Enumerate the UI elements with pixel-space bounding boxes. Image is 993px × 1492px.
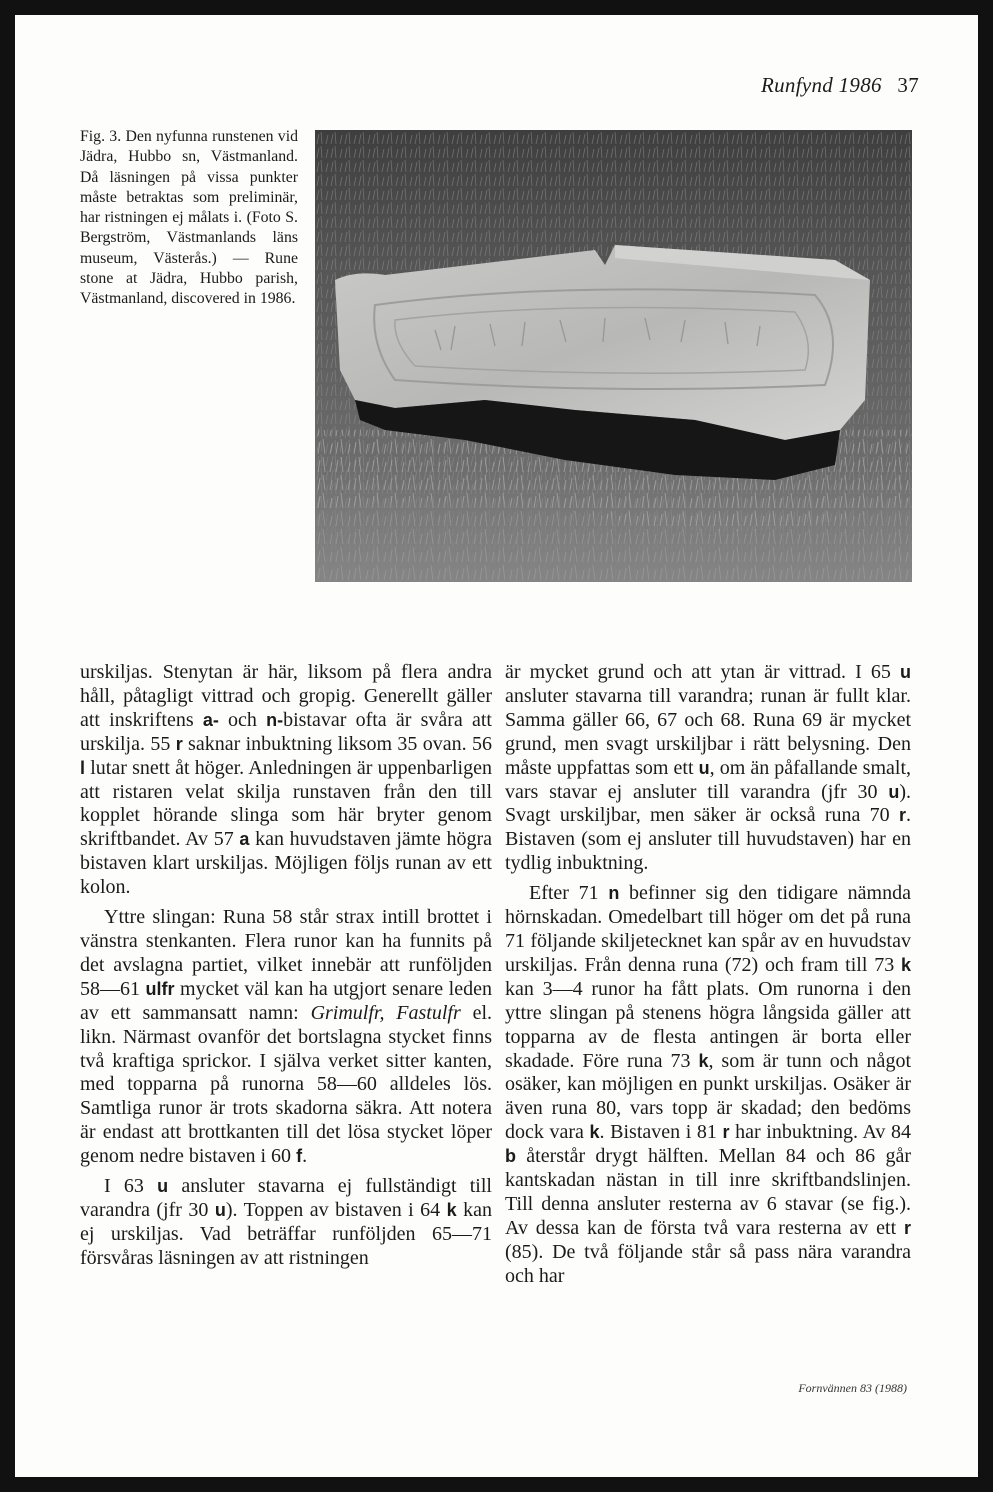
figure-caption bbox=[80, 127, 298, 310]
footer-citation: Fornvännen 83 (1988) bbox=[798, 1381, 907, 1395]
paragraph: Efter 71 n befinner sig den tidigare nämnda hörnskadan. Omedelbart till höger om det på runa 71 följande skiljetecknet kan spår av en huvudstav urskiljas. Från denna runa (72) och fram till 73 k kan 3—4 runor ha fått plats. Om runorna i den yttre slingan på stenens högra långsida gäller att topparna av de flesta antingen är borta eller skadade. Före runa 73 k, som är tunn och något osäker, kan möjligen en punkt urskiljas. Osäker är även runa 80, vars topp är skadad; den bedöms dock vara k. Bistaven i 81 r har inbuktning. Av 84 b återstår drygt hälften. Mellan 84 och 86 går kantskadan nästan in till inre skriftbandslinjen. Till denna ansluter resterna av 6 stavar (se fig.). Av dessa kan de första två vara resterna av ett r (85). De två följande står så pass nära varandra och har bbox=[505, 882, 912, 1287]
left-column bbox=[80, 661, 492, 1271]
paragraph: I 63 u ansluter stavarna ej fullständigt till varandra (jfr 30 u). Toppen av bistaven i 64 k kan ej urskiljas. Vad beträffar runföljden 65—71 försvåras läsningen av att ristningen bbox=[80, 1175, 492, 1269]
rune-stone-image bbox=[315, 130, 912, 582]
page-number: 37 bbox=[897, 73, 919, 97]
rune-stone-photo bbox=[315, 130, 912, 582]
paragraph: Yttre slingan: Runa 58 står strax intill brottet i vänstra stenkanten. Flera runor kan ha funnits på det avslagna partiet, vilket innebär att runföljden 58—61 ulfr mycket väl kan ha utgjort senare leden av ett sammansatt namn: Grimulfr, Fastulfr el. likn. Närmast ovanför det bortslagna stycket finns två kraftiga sprickor. I själva verket sitter kanten, med topparna på runorna 58—60 alldeles lös. Samtliga runor är trots skadorna säkra. Att notera är endast att brottkanten till det lösa stycket löper genom nedre bistaven i 60 f. bbox=[80, 906, 493, 1168]
right-column bbox=[505, 661, 911, 1289]
paragraph: urskiljas. Stenytan är här, liksom på flera andra håll, påtagligt vittrad och gropig. Generellt gäller att inskriftens a- och n-bistavar ofta är svåra att urskilja. 55 r saknar inbuktning liksom 35 ovan. 56 l lutar snett åt höger. Anledningen är uppenbarligen att ristaren velat skilja runstaven från den till kopplet hörande slinga som här bryter genom skriftbandet. Av 57 a kan huvudstaven jämte högra bistaven klart urskiljas. Möjligen följs runan av ett kolon. bbox=[80, 661, 492, 899]
journal-title: Runfynd 1986 bbox=[760, 73, 882, 97]
caption-english: Rune stone at Jädra, Hubbo parish, Västmanland, discovered in 1986. bbox=[80, 249, 298, 308]
paragraph: är mycket grund och att ytan är vittrad. I 65 u ansluter stavarna till varandra; runan är fullt klar. Samma gäller 66, 67 och 68. Runa 69 är mycket grund, men svagt urskiljbar i rätt belysning. Den måste uppfattas som ett u, om än påfallande smalt, vars stavar ej ansluter till varandra (jfr 30 u). Svagt urskiljbar, men säker är också runa 70 r. Bistaven (som ej ansluter till huvudstaven) har en tydlig inbuktning. bbox=[505, 661, 911, 875]
caption-swedish: Fig. 3. Den nyfunna runstenen vid Jädra, Hubbo sn, Västmanland. Då läsningen på vissa punkter måste betraktas som preliminär, har ristningen ej målats i. (Foto S. Bergström, Västmanlands läns museum, Västerås.) — bbox=[80, 128, 298, 267]
running-head bbox=[615, 73, 919, 98]
